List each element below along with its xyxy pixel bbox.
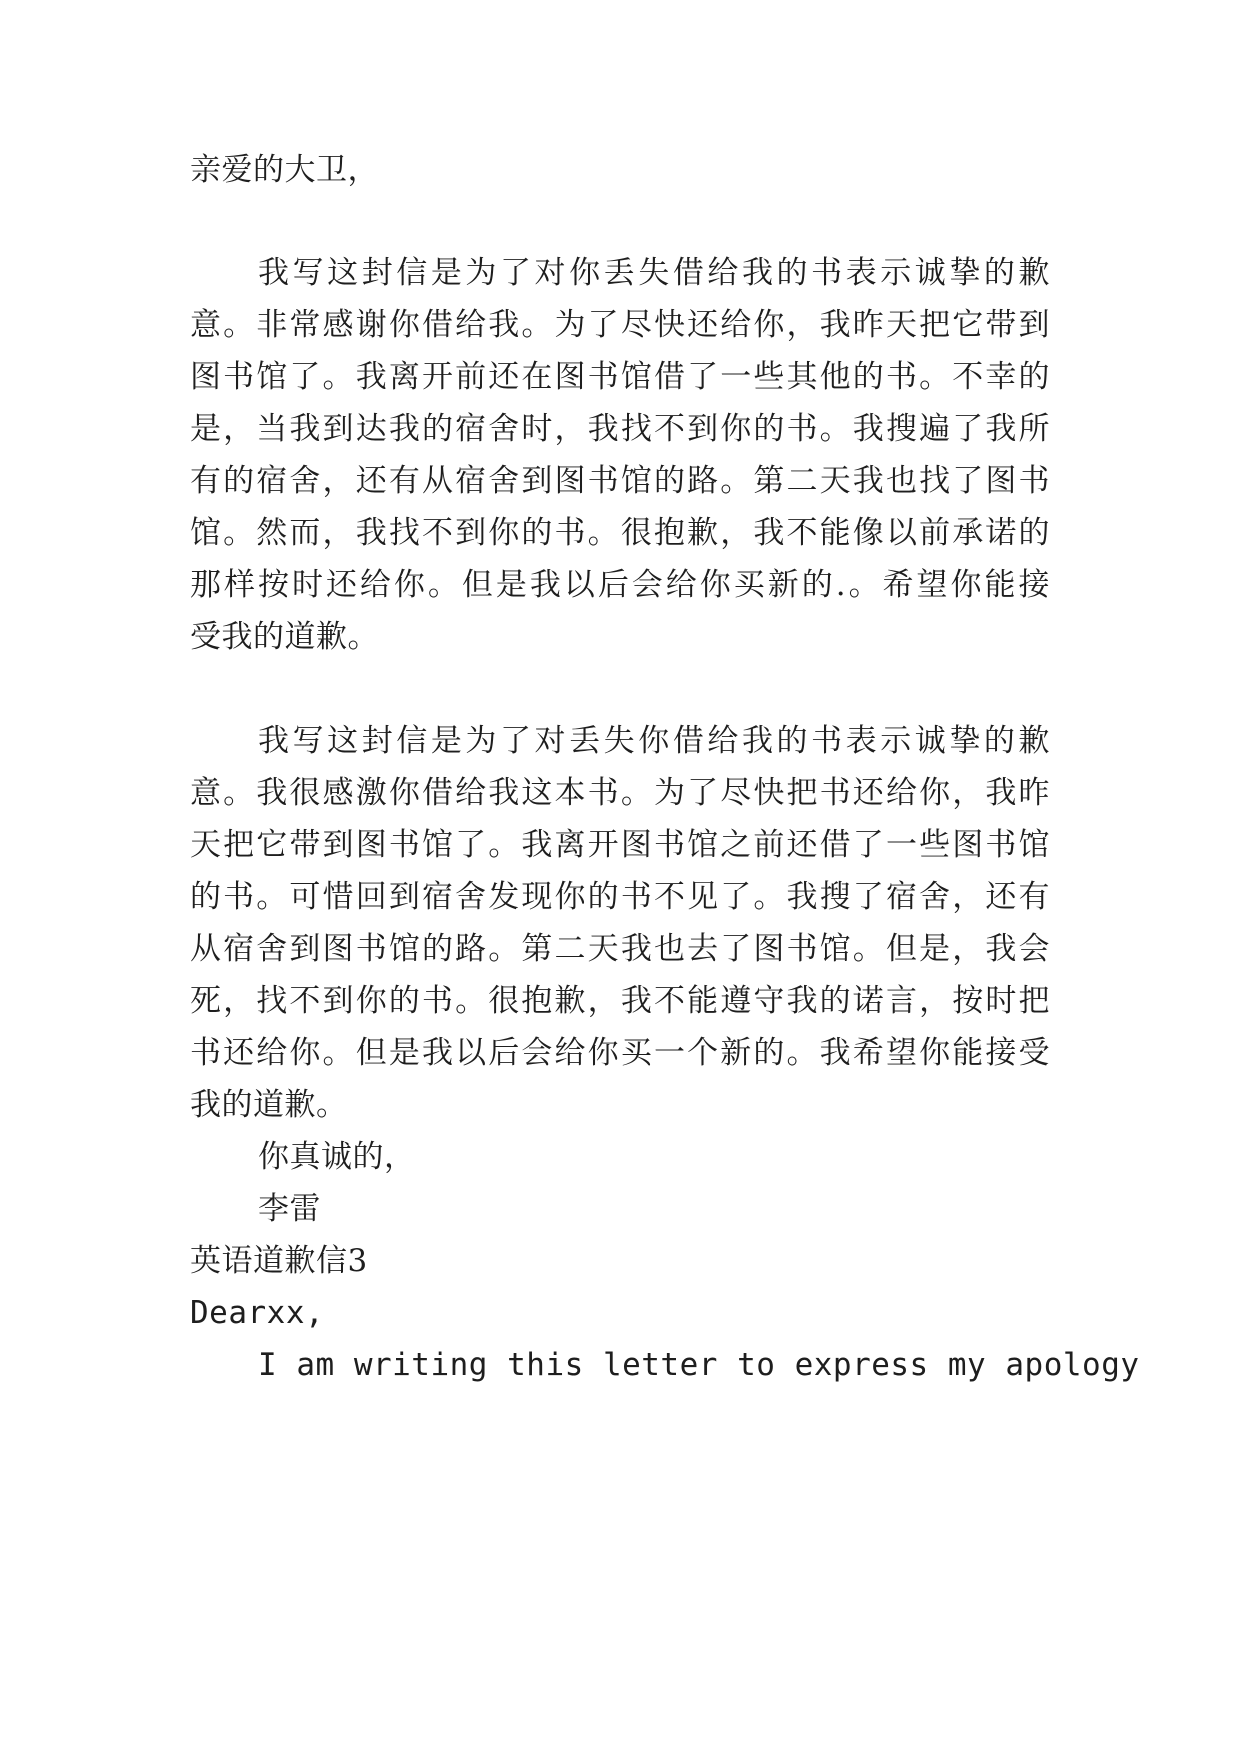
paragraph-1-line: 是，当我到达我的宿舍时，我找不到你的书。我搜遍了我所 bbox=[190, 411, 1050, 447]
english-paragraph-line: I am writing this letter to express my apology bbox=[258, 1347, 1140, 1383]
salutation: 亲爱的大卫， bbox=[190, 152, 379, 188]
paragraph-1-line: 那样按时还给你。但是我以后会给你买新的.。希望你能接 bbox=[190, 567, 1050, 603]
paragraph-2-line: 我的道歉。 bbox=[190, 1087, 348, 1123]
paragraph-2-line: 死，找不到你的书。很抱歉，我不能遵守我的诺言，按时把 bbox=[190, 983, 1050, 1019]
paragraph-1-line: 馆。然而，我找不到你的书。很抱歉，我不能像以前承诺的 bbox=[190, 515, 1050, 551]
paragraph-1-line: 有的宿舍，还有从宿舍到图书馆的路。第二天我也找了图书 bbox=[190, 463, 1050, 499]
paragraph-1-line: 意。非常感谢你借给我。为了尽快还给你，我昨天把它带到 bbox=[190, 307, 1050, 343]
paragraph-2-line: 的书。可惜回到宿舍发现你的书不见了。我搜了宿舍，还有 bbox=[190, 879, 1050, 915]
paragraph-2-line: 意。我很感激你借给我这本书。为了尽快把书还给你，我昨 bbox=[190, 775, 1050, 811]
closing: 你真诚的， bbox=[258, 1139, 416, 1175]
paragraph-2-line: 天把它带到图书馆了。我离开图书馆之前还借了一些图书馆 bbox=[190, 827, 1050, 863]
paragraph-2-line: 我写这封信是为了对丢失你借给我的书表示诚挚的歉 bbox=[258, 723, 1050, 759]
paragraph-1-line: 受我的道歉。 bbox=[190, 619, 379, 655]
paragraph-1-line: 我写这封信是为了对你丢失借给我的书表示诚挚的歉 bbox=[258, 255, 1050, 291]
paragraph-2-line: 书还给你。但是我以后会给你买一个新的。我希望你能接受 bbox=[190, 1035, 1050, 1071]
english-salutation: Dearxx, bbox=[190, 1295, 325, 1331]
paragraph-1-line: 图书馆了。我离开前还在图书馆借了一些其他的书。不幸的 bbox=[190, 359, 1050, 395]
section-heading: 英语道歉信3 bbox=[190, 1243, 368, 1279]
paragraph-2-line: 从宿舍到图书馆的路。第二天我也去了图书馆。但是，我会 bbox=[190, 931, 1050, 967]
signature: 李雷 bbox=[258, 1191, 321, 1227]
